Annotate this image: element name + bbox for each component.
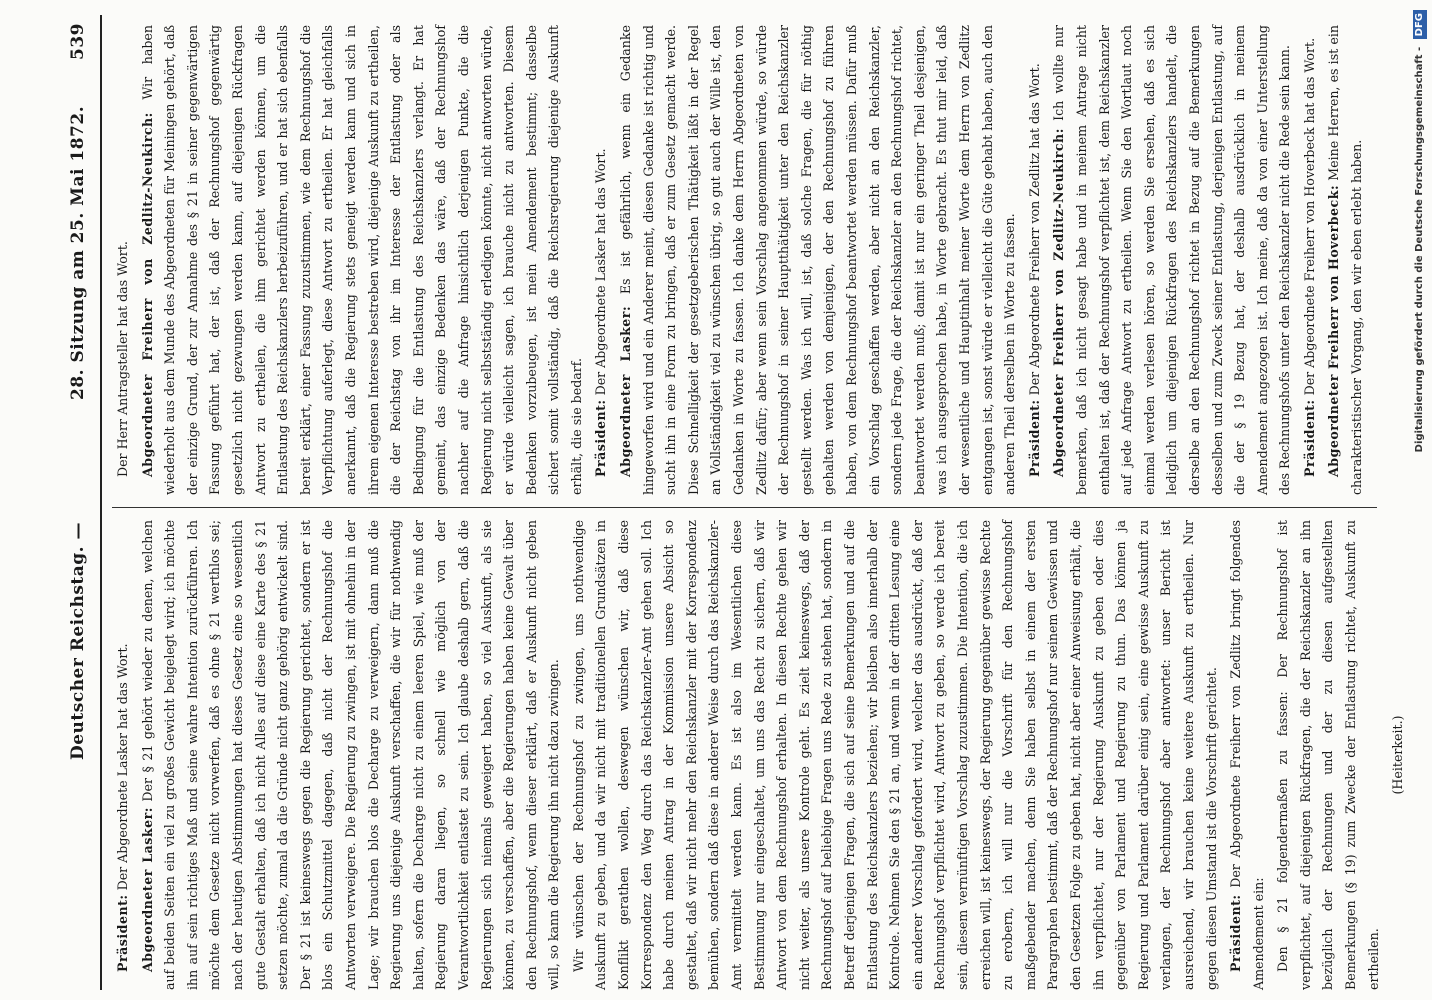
paragraph-text: Der Abgeordnete Freiherr von Zedlitz bringt folgendes Amendement ein: <box>1228 520 1266 990</box>
page-header <box>60 15 100 990</box>
paragraph <box>112 520 135 990</box>
paragraph <box>112 25 135 495</box>
speaker-name: Präsident: <box>593 399 609 477</box>
document-page <box>60 15 1406 990</box>
dfg-sidebar <box>1410 10 1430 995</box>
paragraph <box>137 25 589 495</box>
paragraph-text: Den § 21 folgendermaßen zu fassen: Der Rechnungshof ist verpflichtet, auf diejenigen Rückfragen, die der Reichskanzler an ihn bezüglich der Rechnungen und der zu diesen aufgestellten Bemerkungen (§ 19) zum Zwecke der Entlastung richtet, Auskunft zu ertheilen. <box>1275 520 1381 990</box>
paragraph <box>590 25 613 495</box>
header-session: 28. Sitzung am 25. Mai 1872. <box>68 105 88 400</box>
paragraph-text: Der Herr Antragsteller hat das Wort. <box>115 241 130 477</box>
dfg-logo: DFG <box>1413 10 1427 39</box>
dfg-credit-text: Digitalisierung gefördert durch die Deutsche Forschungsgemeinschaft - <box>1414 46 1425 453</box>
paragraph-text: (Heiterkeit.) <box>1390 715 1406 795</box>
paragraph <box>1272 520 1385 990</box>
page-number: 539 <box>68 23 88 60</box>
speaker-name: Abgeordneter Lasker: <box>618 305 634 477</box>
paragraph <box>1225 520 1270 990</box>
paragraph-text: Wir haben wiederholt aus dem Munde des Abgeordneten für Meiningen gehört, daß der einzige Grund, der zur Annahme des § 21 in seiner gegenwärtigen Fassung geführt hat, der ist, daß der Rechnungshof gegenwärtig gesetzlich nicht gezwungen werden kann, auf diejenigen Rückfragen Antwort zu ertheilen, die ihm gerichtet werden können, um die Entlastung des Reichskanzlers herbeizuführen, und er hat sich ebenfalls bereit erklärt, einer Fassung zuzustimmen, wie dem Rechnungshof die Verpflichtung auferlegt, diese Antwort zu ertheilen. Er hat gleichfalls anerkannt, daß die Regierung stets geneigt werden kann und sich in ihrem eigenen Interesse bestreben wird, diejenige Auskunft zu ertheilen, die der Reichstag von ihr im Interesse der Entlastung oder als Bedingung für die Entlastung des Reichskanzlers verlangt. Er hat gemeint, das einzige Bedenken das wäre, daß der Rechnungshof nachher auf die Anfrage hinsichtlich derjenigen Punkte, die die Regierung nicht selbstständig erledigen könnte, nicht antworten würde, er würde vielleicht sagen, ich brauche nicht zu antworten. Diesem Bedenken vorzubeugen, ist mein Amendement bestimmt; dasselbe sichert somit vollständig, daß die Reichsregierung diejenige Auskunft erhält, die sie bedarf. <box>139 25 584 495</box>
header-publication: Deutscher Reichstag. — <box>68 521 88 760</box>
column-divider <box>112 507 1377 508</box>
paragraph <box>1387 520 1410 990</box>
speaker-name: Abgeordneter Freiherr von Zedlitz-Neukirch: <box>139 112 155 477</box>
paragraph <box>568 520 1223 990</box>
paragraph-text: Der Abgeordnete Lasker hat das Wort. <box>115 643 130 891</box>
paragraph <box>615 25 1022 495</box>
speaker-name: Präsident: <box>1228 894 1244 972</box>
left-column <box>112 520 1406 990</box>
speaker-name: Abgeordneter Freiherr von Zedlitz-Neukirch: <box>1051 128 1067 477</box>
dfg-credit <box>1410 10 1430 995</box>
speaker-name: Abgeordneter Lasker: <box>139 807 155 972</box>
paragraph-text: Ich wollte nur bemerken, daß ich nicht gesagt habe und in meinem Antrage nicht enthalten ist, daß der Rechnungshof verpflichtet ist, dem Reichskanzler auf jede Anfrage Antwort zu ertheilen. Wenn Sie den Wortlaut noch einmal werden verlesen hören, so werden Sie ersehen, daß es sich lediglich um diejenigen Rückfragen des Reichskanzlers handelt, die derselbe an den Rechnungshof richtet in Bezug auf die Bemerkungen desselben und zum Zweck seiner Entlastung, derjenigen Entlastung, auf die der § 19 Bezug hat, der deshalb ausdrücklich in meinem Amendement angezogen ist. Ich meine, daß da von einer Unterstellung des Rechnungshofs unter den Reichskanzler nicht die Rede sein kann. <box>1051 25 1293 495</box>
paragraph-text: Es ist gefährlich, wenn ein Gedanke hingeworfen wird und ein Anderer meint, diesen Gedanke ist richtig und sucht ihn in eine Form zu bringen, daß er zum Gesetz gemacht werde. Diese Schnelligkeit der gesetzgeberischen Thätigkeit läßt in der Regel an Vollständigkeit viel zu wünschen übrig, so gut auch der Wille ist, den Gedanken in Worte zu fassen. Ich danke dem Herrn Abgeordneten von Zedlitz dafür; aber wenn sein Vorschlag angenommen würde, so würde der Rechnungshof in seiner Hauptthätigkeit unter den Reichskanzler gestellt werden. Was ich will, ist, daß solche Fragen, die für nöthig gehalten werden von demjenigen, der den Rechnungshof zu führen haben, von dem Rechnungshof beantwortet werden müssen. Dafür muß ein Vorschlag geschaffen werden, aber nicht an den Reichskanzler, sondern jede Frage, die der Reichskanzler an den Rechnungshof richtet, beantwortet werden muß; damit ist nur ein geringer Theil desjenigen, was ich ausgesprochen habe, in Worte gebracht. Es thut mir leid, daß der wesentliche und Hauptinhalt meiner Worte dem Herrn von Zedlitz entgangen ist, sonst würde er vielleicht die Güte gehabt haben, auch den anderen Theil derselben in Worte zu fassen. <box>618 25 1018 495</box>
paragraph-text: Meine Herren, es ist ein charakteristischer Vorgang, den wir eben erlebt haben. <box>1326 25 1365 495</box>
speaker-name: Präsident: <box>1301 399 1317 477</box>
paragraph <box>1024 25 1047 495</box>
speaker-name: Präsident: <box>1026 399 1042 477</box>
paragraph-text: Der Abgeordnete Lasker hat das Wort. <box>593 148 609 396</box>
header-rule <box>100 15 102 990</box>
paragraph <box>1048 25 1297 495</box>
paragraph-text: Wir wünschen der Rechnungshof zu zwingen, uns nothwendige Auskunft zu geben, und da wir nicht mit traditionellen Grundsätzen in Konflikt gerathen wollen, deswegen wünschen wir, daß diese Korrespondenz den Weg durch das Reichskanzler-Amt gehen soll. Ich habe durch meinen Antrag in der Kommission unsere Absicht so gestaltet, daß wir nicht mehr den Reichskanzler mit der Korrespondenz bemühen, sondern daß diese in anderer Weise durch das Reichskanzler-Amt vermittelt werden kann. Es ist also im Wesentlichen diese Bestimmung nur eingeschaltet, um uns das Recht zu sichern, daß wir Antwort von dem Rechnungshof erhalten. In diesen Rechte gehen wir nicht weiter, als unsere Kontrole geht. Es zielt keineswegs, daß der Rechnungshof auf beliebige Fragen uns Rede zu stehen hat, sondern in Betreff derjenigen Fragen, die sich auf seine Bemerkungen und auf die Entlastung des Reichskanzlers beziehen; wir bleiben also innerhalb der Kontrole. Nehmen Sie den § 21 an, und wenn in der dritten Lesung eine ein anderer Vorschlag gefordert wird, welcher das ausdrückt, daß der Rechnungshof verpflichtet wird, Antwort zu geben, so werde ich bereit sein, diesem vernünftigen Vorschlag zuzustimmen. Die Intention, die ich erreichen will, ist keineswegs, der Regierung gegenüber gewisse Rechte zu erobern, ich will nur die Vorschrift für den Rechnungshof maßgebender machen, denn Sie haben selbst in einem der ersten Paragraphen bestimmt, daß der Rechnungshof nur seinem Gewissen und den Gesetzen Folge zu geben hat, nicht aber einer Anweisung erhält, die ihn verpflichtet, nur der Regierung Auskunft zu geben oder dies gegenüber von Parlament und Regierung zu thun. Das können ja Regierung und Parlament darüber einig sein, eine gewisse Auskunft zu verlangen, der Rechnungshof aber antwortet: unser Bericht ist ausreichend, wir brauchen keine weitere Auskunft zu ertheilen. Nur gegen diesen Umstand ist die Vorschrift gerichtet. <box>570 520 1219 990</box>
paragraph-text: Der § 21 gehört wieder zu denen, welchen auf beiden Seiten ein viel zu großes Gewicht beigelegt wird; ich möchte ihn auf sein richtiges Maß und seine wahre Intention zurückführen. Ich möchte dem Gesetze nicht vorwerfen, daß es ohne § 21 werthlos sei; nach der heutigen Abstimmungen hat dieses Gesetz eine so wesentlich gute Gestalt erhalten, daß ich nicht Alles auf diese eine Karte des § 21 setzen möchte, zumal da die Gründe nicht ganz gehörig entwickelt sind. Der § 21 ist keineswegs gegen die Regierung gerichtet, sondern er ist blos ein Schutzmittel dagegen, daß nicht der Rechnungshof die Antworten verweigere. Die Regierung zu zwingen, ist mit ohnehin in der Lage; wir brauchen blos die Decharge zu verweigern, dann muß die Regierung uns diejenige Auskunft verschaffen, die wir für nothwendig halten, sofern die Decharge nicht zu einem leeren Spiel, wie muß der Regierung daran liegen, so schnell wie möglich von der Verantwortlichkeit entlastet zu sein. Ich glaube deshalb gern, daß die Regierungen sich niemals geweigert haben, so viel Auskunft, als sie können, zu verschaffen, aber die Regierungen haben keine Gewalt über den Rechnungshof, wenn dieser erklärt, daß er Auskunft nicht geben will, so kann die Regierung ihn nicht dazu zwingen. <box>139 520 562 990</box>
paragraph <box>1299 25 1322 495</box>
speaker-name: Abgeordneter Freiherr von Hoverbeck: <box>1326 184 1342 477</box>
speaker-name: Präsident: <box>115 894 130 972</box>
paragraph <box>137 520 566 990</box>
right-column <box>112 25 1377 495</box>
paragraph-text: Der Abgeordnete Freiherr von Zedlitz hat das Wort. <box>1026 63 1042 396</box>
paragraph-text: Der Abgeordnete Freiherr von Hoverbeck hat das Wort. <box>1301 37 1317 396</box>
paragraph <box>1323 25 1368 495</box>
